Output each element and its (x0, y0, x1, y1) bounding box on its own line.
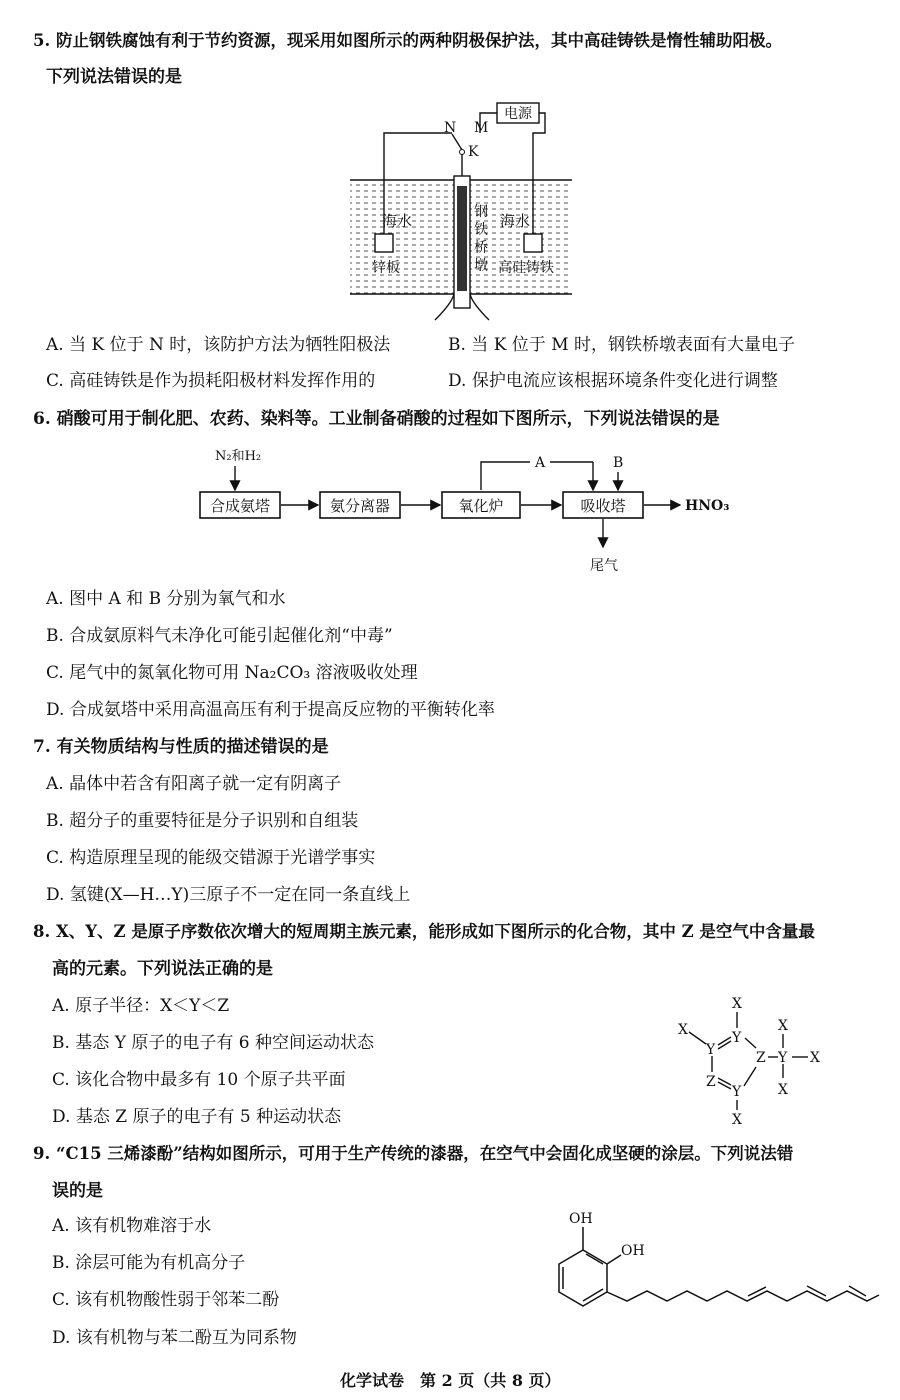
pile-char-1: 钢 (474, 204, 488, 220)
q7-stem: 7. 有关物质结构与性质的描述错误的是 (33, 737, 329, 757)
q9-option-b: B. 涂层可能为有机高分子 (52, 1253, 246, 1273)
q9-stem-line1: 9. “C15 三烯漆酚”结构如图所示，可用于生产传统的漆器，在空气中会固化成坚硬的涂层。下列说法错 (33, 1144, 794, 1163)
q7-option-d: D. 氢键(X—H…Y)三原子不一定在同一条直线上 (46, 885, 411, 905)
zinc-label: 锌板 (372, 260, 400, 276)
atom-x-right-top: X (778, 1018, 788, 1034)
q6-nitric-acid-flowchart (195, 442, 745, 580)
box-absorption-tower: 吸收塔 (580, 497, 626, 515)
input-a-label: A (535, 455, 546, 471)
seawater-right-label: 海水 (500, 212, 531, 230)
q8-stem-line1: 8. X、Y、Z 是原子序数依次增大的短周期主族元素，能形成如下图所示的化合物，其中 Z 是空气中含量最 (33, 922, 815, 941)
page-footer: 化学试卷 第 2 页（共 8 页） (340, 1371, 561, 1390)
q8-option-a: A. 原子半径：X＜Y＜Z (52, 996, 230, 1016)
q6-option-d: D. 合成氨塔中采用高温高压有利于提高反应物的平衡转化率 (46, 700, 495, 720)
q5-option-c: C. 高硅铸铁是作为损耗阳极材料发挥作用的 (46, 371, 376, 391)
q7-option-c: C. 构造原理呈现的能级交错源于光谱学事实 (46, 848, 376, 868)
atom-y-right: Y (778, 1050, 788, 1066)
switch-k: K (468, 144, 479, 160)
box-ammonia-separator: 氨分离器 (329, 497, 391, 515)
q9-option-c: C. 该有机物酸性弱于邻苯二酚 (52, 1290, 280, 1310)
q9-option-a: A. 该有机物难溶于水 (52, 1216, 212, 1236)
q6-stem: 6. 硝酸可用于制化肥、农药、染料等。工业制备硝酸的过程如下图所示，下列说法错误的是 (33, 409, 720, 429)
q6-option-b: B. 合成氨原料气未净化可能引起催化剂“中毒” (46, 626, 393, 646)
q6-option-a: A. 图中 A 和 B 分别为氧气和水 (46, 589, 286, 609)
silicon-iron-electrode (524, 234, 542, 252)
input-b-label: B (613, 455, 624, 471)
seawater-left-label: 海水 (382, 212, 413, 230)
q5-option-b: B. 当 K 位于 M 时，钢铁桥墩表面有大量电子 (448, 335, 796, 355)
q7-option-a: A. 晶体中若含有阳离子就一定有阴离子 (46, 774, 342, 794)
tail-gas-label: 尾气 (590, 558, 618, 574)
box-oxidation-furnace: 氧化炉 (458, 497, 504, 515)
q8-option-c: C. 该化合物中最多有 10 个原子共平面 (52, 1070, 346, 1090)
q5-option-d: D. 保护电流应该根据环境条件变化进行调整 (448, 371, 778, 391)
q7-option-b: B. 超分子的重要特征是分子识别和自组装 (46, 811, 359, 831)
q8-structure-diagram (668, 992, 838, 1127)
oh-label-top: OH (569, 1211, 593, 1227)
atom-x-left: X (678, 1022, 688, 1038)
terminal-n: N (444, 120, 457, 136)
atom-x-right-bottom: X (778, 1082, 788, 1098)
pile-char-4: 墩 (474, 258, 488, 274)
atom-x-bottom: X (732, 1112, 742, 1127)
atom-x-right: X (810, 1050, 820, 1066)
atom-y-left: Y (706, 1042, 716, 1058)
atom-y-bottom: Y (732, 1084, 742, 1100)
q6-option-c: C. 尾气中的氮氧化物可用 Na₂CO₃ 溶液吸收处理 (46, 663, 418, 683)
oh-label-side: OH (621, 1243, 645, 1259)
feed-gas-label: N₂和H₂ (215, 449, 262, 464)
atom-y-top: Y (732, 1030, 742, 1046)
q8-option-d: D. 基态 Z 原子的电子有 5 种运动状态 (52, 1107, 342, 1127)
pile-char-3: 桥 (474, 240, 488, 256)
benzene-ring (559, 1250, 607, 1306)
q5-option-a: A. 当 K 位于 N 时，该防护方法为牺牲阳极法 (46, 335, 391, 355)
zinc-plate (375, 234, 393, 252)
atom-z-center: Z (756, 1050, 766, 1066)
atom-z-left: Z (706, 1074, 716, 1090)
q8-option-b: B. 基态 Y 原子的电子有 6 种空间运动状态 (52, 1033, 374, 1053)
q9-stem-line2: 误的是 (52, 1181, 103, 1201)
product-label: HNO₃ (685, 498, 730, 514)
power-label: 电源 (504, 106, 532, 122)
atom-x-top: X (732, 996, 742, 1012)
q9-option-d: D. 该有机物与苯二酚互为同系物 (52, 1328, 297, 1348)
box-ammonia-synthesis: 合成氨塔 (209, 497, 271, 515)
q5-stem-line2: 下列说法错误的是 (46, 67, 182, 87)
q8-stem-line2: 高的元素。下列说法正确的是 (52, 959, 273, 979)
q5-stem-line1: 5. 防止钢铁腐蚀有利于节约资源，现采用如图所示的两种阴极保护法，其中高硅铸铁是惰性辅助阳极。 (33, 31, 782, 50)
terminal-m: M (474, 120, 489, 136)
q9-urushiol-structure (545, 1205, 885, 1315)
pile-char-2: 铁 (474, 222, 488, 238)
q5-cathodic-protection-diagram (340, 98, 580, 323)
silicon-iron-label: 高硅铸铁 (498, 260, 554, 276)
